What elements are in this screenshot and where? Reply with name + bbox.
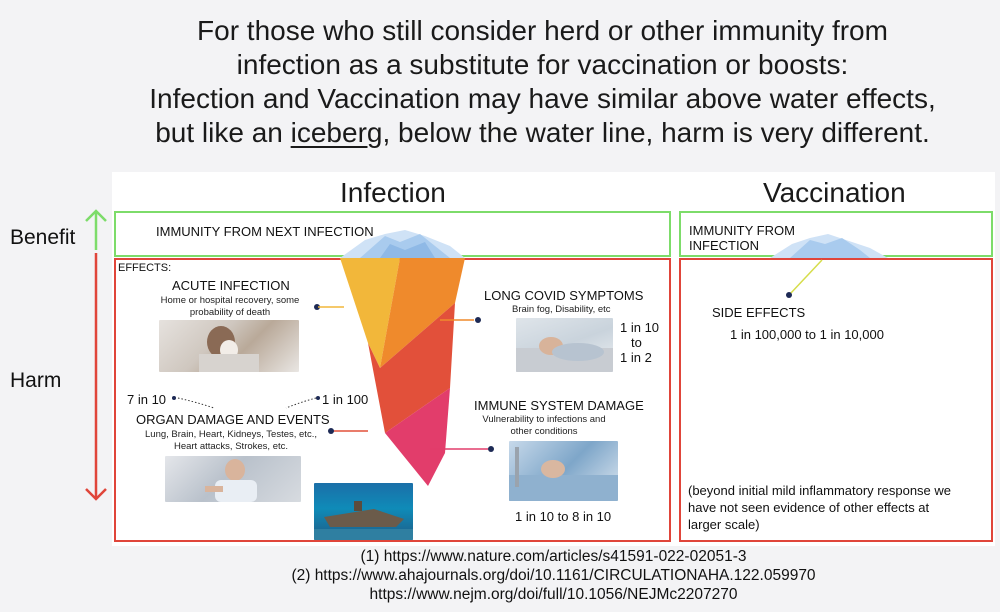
immune-damage-illustration	[509, 441, 618, 501]
side-effects-connector	[786, 258, 826, 298]
benefit-arrow	[86, 211, 106, 250]
immune-damage-connector	[430, 446, 492, 452]
references	[112, 547, 995, 604]
vaccination-benefit-label	[689, 223, 795, 253]
long-covid-desc: Brain fog, Disability, etc	[512, 304, 611, 315]
long-covid-rate-1: 1 in 10	[620, 320, 660, 335]
acute-infection-desc: Home or hospital recovery, some probability of death	[160, 295, 300, 318]
iceberg-link[interactable]: iceberg	[290, 117, 383, 148]
side-effects-connector-dot	[786, 292, 792, 298]
acute-infection-connector	[318, 305, 344, 309]
vaccination-benefit-line-2: INFECTION	[689, 238, 760, 253]
shipwreck-photo	[314, 483, 413, 540]
organ-rate-right-dot	[316, 396, 320, 400]
side-effects-rate: 1 in 100,000 to 1 in 10,000	[730, 327, 884, 342]
organ-damage-connector-dot	[328, 428, 334, 434]
title-line-2: infection as a substitute for vaccination or boosts:	[236, 49, 849, 80]
axis-arrows	[80, 203, 112, 505]
title-line-4-start: but like an	[155, 117, 291, 148]
benefit-axis-label: Benefit	[10, 226, 76, 249]
effects-label: EFFECTS:	[118, 262, 172, 274]
immune-damage-desc: Vulnerability to infections and other conditions	[482, 414, 606, 437]
page-title	[90, 14, 995, 150]
long-covid-rate-2: to	[631, 335, 642, 350]
harm-arrow	[86, 253, 106, 499]
vaccination-note: (beyond initial mild inflammatory response we have not seen evidence of other effects at larger scale)	[688, 483, 952, 532]
vaccination-benefit-line-1: IMMUNITY FROM	[689, 223, 795, 238]
title-line-4-end: , below the water line, harm is very different.	[382, 117, 930, 148]
organ-damage-desc: Lung, Brain, Heart, Kidneys, Testes, etc., Heart attacks, Strokes, etc.	[145, 429, 317, 452]
immune-damage-rate: 1 in 10 to 8 in 10	[515, 509, 612, 524]
infection-benefit-label: IMMUNITY FROM NEXT INFECTION	[156, 224, 374, 239]
acute-infection-title: ACUTE INFECTION	[172, 278, 290, 293]
organ-damage-rate-left: 7 in 10	[127, 392, 167, 407]
side-effects-label: SIDE EFFECTS	[712, 305, 806, 320]
title-line-4	[90, 116, 995, 150]
long-covid-title: LONG COVID SYMPTOMS	[484, 288, 644, 303]
long-covid-rate-3: 1 in 2	[620, 350, 652, 365]
immune-damage-photo	[509, 441, 618, 501]
shipwreck-illustration	[314, 483, 413, 540]
reference-2[interactable]: (2) https://www.ahajournals.org/doi/10.1161/CIRCULATIONAHA.122.059970	[291, 567, 816, 584]
long-covid-connector	[440, 318, 478, 322]
long-covid-photo	[516, 318, 613, 372]
organ-rate-dotted-line	[176, 396, 326, 410]
organ-damage-rate-right: 1 in 100	[322, 392, 369, 407]
organ-damage-illustration	[165, 456, 301, 502]
vaccination-heading: Vaccination	[763, 177, 906, 208]
organ-damage-photo	[165, 456, 301, 502]
title-line-3: Infection and Vaccination may have similar above water effects,	[149, 83, 936, 114]
title-line-1: For those who still consider herd or other immunity from	[197, 15, 888, 46]
organ-damage-title: ORGAN DAMAGE AND EVENTS	[136, 412, 330, 427]
long-covid-connector-dot	[475, 317, 481, 323]
long-covid-illustration	[516, 318, 613, 372]
organ-damage-connector	[328, 428, 368, 434]
reference-1[interactable]: (1) https://www.nature.com/articles/s41591-022-02051-3	[360, 548, 747, 565]
immune-damage-connector-dot	[488, 446, 494, 452]
reference-3[interactable]: https://www.nejm.org/doi/full/10.1056/NEJMc2207270	[369, 586, 738, 603]
infection-heading: Infection	[340, 177, 446, 208]
acute-infection-photo	[159, 320, 299, 372]
acute-infection-illustration	[159, 320, 299, 372]
immune-damage-title: IMMUNE SYSTEM DAMAGE	[474, 398, 644, 413]
harm-axis-label: Harm	[10, 369, 62, 392]
